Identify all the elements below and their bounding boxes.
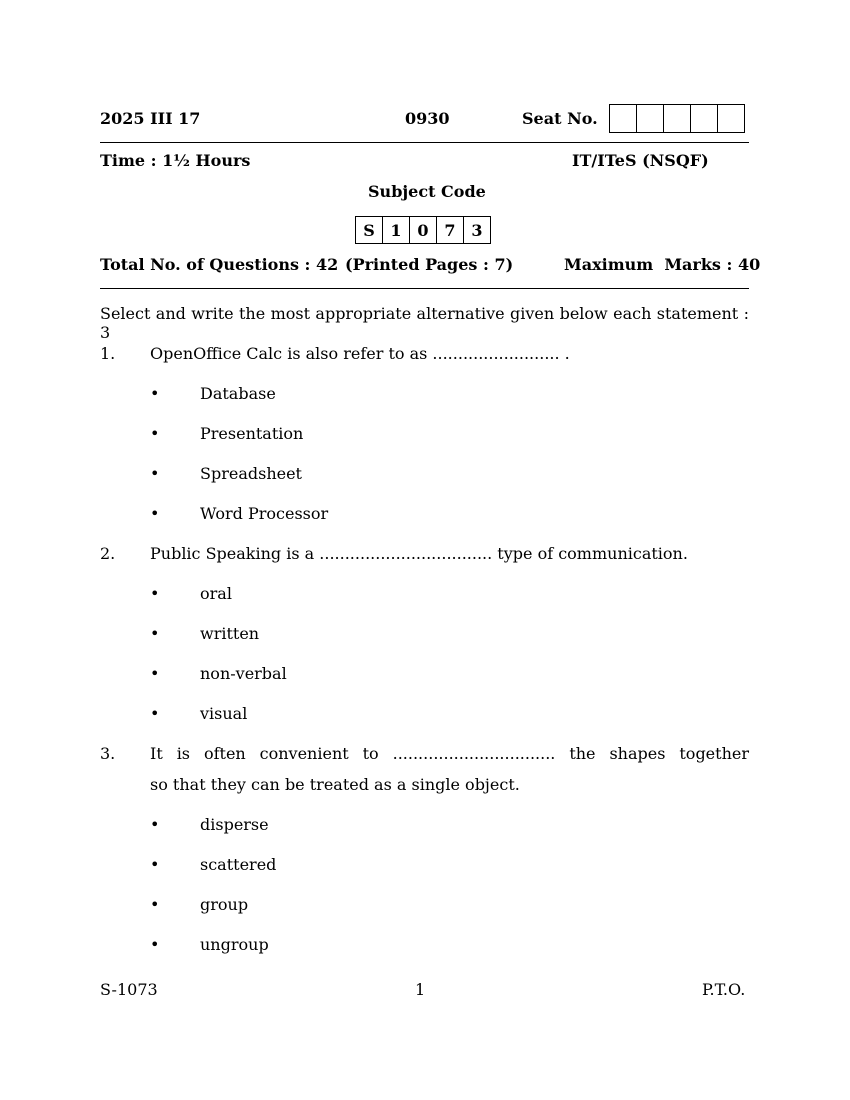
seat-box (690, 104, 718, 133)
pto-label: P.T.O. (702, 980, 746, 999)
subject-code-char: 1 (382, 216, 410, 244)
maximum-marks: Maximum Marks : 40 (564, 255, 761, 274)
subject-code-boxes (356, 216, 491, 244)
subject-code-char: S (355, 216, 383, 244)
page-number: 1 (415, 980, 426, 999)
bullet: • (150, 624, 160, 643)
option-text: Presentation (200, 424, 304, 443)
option-text: oral (200, 584, 232, 603)
subject-code-label: Subject Code (368, 182, 486, 201)
seat-number-boxes (610, 104, 745, 133)
option-text: visual (200, 704, 248, 723)
option-text: group (200, 895, 249, 914)
subject-code-char: 7 (436, 216, 464, 244)
option-text: written (200, 624, 260, 643)
printed-pages: (Printed Pages : 7) (345, 255, 514, 274)
option-text: ungroup (200, 935, 269, 954)
subject-code-char: 0 (409, 216, 437, 244)
bullet: • (150, 464, 160, 483)
question-text-line1: It is often convenient to ................................ the shapes together (150, 744, 749, 763)
seat-box (717, 104, 745, 133)
bullet: • (150, 664, 160, 683)
instruction-text: Select and write the most appropriate alternative given below each statement : 3 (100, 304, 749, 342)
paper-code: 0930 (405, 109, 450, 128)
subject-code-char: 3 (463, 216, 491, 244)
question-number: 2. (100, 544, 116, 563)
question-number: 1. (100, 344, 116, 363)
time-label: Time : 1½ Hours (100, 151, 251, 170)
option-text: non-verbal (200, 664, 287, 683)
total-questions: Total No. of Questions : 42 (100, 255, 339, 274)
seat-box (609, 104, 637, 133)
bullet: • (150, 384, 160, 403)
seat-box (663, 104, 691, 133)
subject-name: IT/ITeS (NSQF) (572, 151, 709, 170)
bullet: • (150, 855, 160, 874)
option-text: Database (200, 384, 276, 403)
bullet: • (150, 895, 160, 914)
footer-code: S-1073 (100, 980, 158, 999)
bullet: • (150, 704, 160, 723)
seat-box (636, 104, 664, 133)
bullet: • (150, 504, 160, 523)
bullet: • (150, 424, 160, 443)
seat-label: Seat No. (522, 109, 598, 128)
option-text: Spreadsheet (200, 464, 302, 483)
question-text: Public Speaking is a .................................. type of communication. (150, 544, 688, 563)
header-rule-top (100, 142, 749, 143)
option-text: disperse (200, 815, 269, 834)
option-text: Word Processor (200, 504, 329, 523)
header-rule-bottom (100, 288, 749, 289)
option-text: scattered (200, 855, 277, 874)
bullet: • (150, 935, 160, 954)
bullet: • (150, 815, 160, 834)
question-number: 3. (100, 744, 116, 763)
bullet: • (150, 584, 160, 603)
exam-code: 2025 III 17 (100, 109, 201, 128)
question-text-line2: so that they can be treated as a single object. (150, 775, 520, 794)
question-text: OpenOffice Calc is also refer to as ......................... . (150, 344, 570, 363)
